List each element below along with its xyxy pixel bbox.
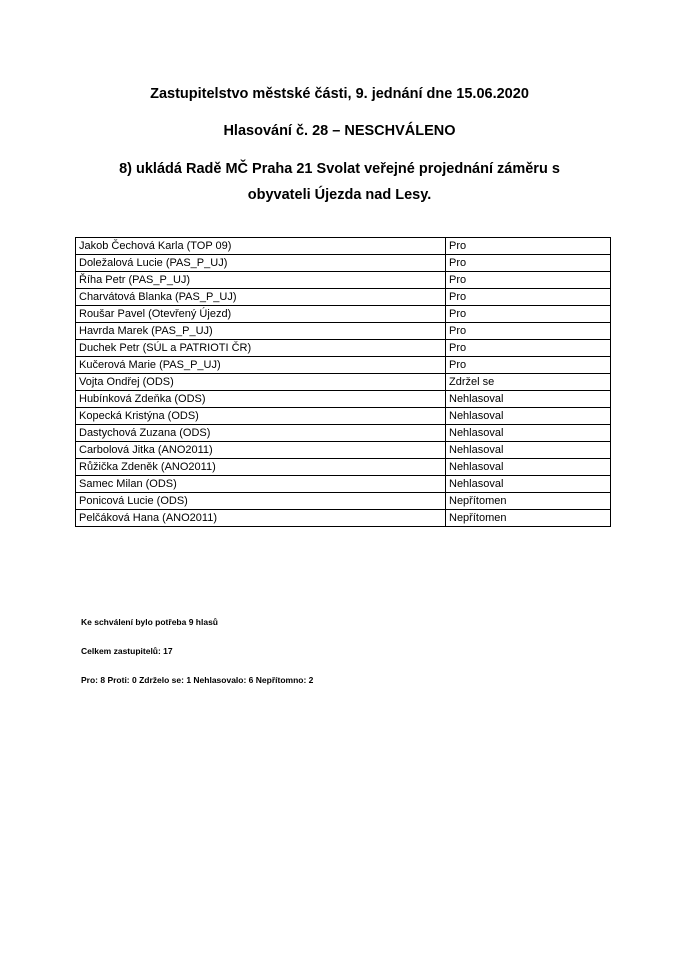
member-vote: Nepřítomen (446, 493, 611, 510)
table-row (76, 340, 611, 357)
council-session-title: Zastupitelstvo městské části, 9. jednání dne 15.06.2020 (150, 86, 529, 102)
member-vote: Pro (446, 306, 611, 323)
table-row (76, 510, 611, 527)
member-vote: Nehlasoval (446, 459, 611, 476)
table-row (76, 476, 611, 493)
member-name: Roušar Pavel (Otevřený Újezd) (76, 306, 446, 323)
table-row (76, 425, 611, 442)
table-row (76, 408, 611, 425)
member-name: Kopecká Kristýna (ODS) (76, 408, 446, 425)
member-vote: Pro (446, 340, 611, 357)
member-name: Jakob Čechová Karla (TOP 09) (76, 238, 446, 255)
member-vote: Nepřítomen (446, 510, 611, 527)
member-name: Samec Milan (ODS) (76, 476, 446, 493)
member-vote: Zdržel se (446, 374, 611, 391)
member-vote: Pro (446, 357, 611, 374)
member-vote: Pro (446, 255, 611, 272)
vote-table-body (76, 238, 611, 527)
table-row (76, 442, 611, 459)
member-vote: Pro (446, 272, 611, 289)
member-vote: Pro (446, 238, 611, 255)
table-row (76, 272, 611, 289)
member-name: Vojta Ondřej (ODS) (76, 374, 446, 391)
member-name: Duchek Petr (SÚL a PATRIOTI ČR) (76, 340, 446, 357)
table-row (76, 459, 611, 476)
table-row (76, 391, 611, 408)
member-name: Ponicová Lucie (ODS) (76, 493, 446, 510)
member-name: Růžička Zdeněk (ANO2011) (76, 459, 446, 476)
table-row (76, 357, 611, 374)
table-row (76, 374, 611, 391)
member-name: Dastychová Zuzana (ODS) (76, 425, 446, 442)
member-vote: Nehlasoval (446, 442, 611, 459)
table-row (76, 255, 611, 272)
resolution-line-1: 8) ukládá Radě MČ Praha 21 Svolat veřejné projednání záměru s (119, 161, 560, 177)
required-votes: Ke schválení bylo potřeba 9 hlasů (81, 617, 218, 627)
table-row (76, 289, 611, 306)
member-name: Hubínková Zdeňka (ODS) (76, 391, 446, 408)
vote-breakdown: Pro: 8 Proti: 0 Zdrželo se: 1 Nehlasovalo: 6 Nepřítomno: 2 (81, 675, 314, 685)
vote-table (75, 237, 611, 527)
member-name: Říha Petr (PAS_P_UJ) (76, 272, 446, 289)
member-name: Charvátová Blanka (PAS_P_UJ) (76, 289, 446, 306)
member-vote: Nehlasoval (446, 408, 611, 425)
member-vote: Nehlasoval (446, 391, 611, 408)
member-vote: Pro (446, 289, 611, 306)
table-row (76, 323, 611, 340)
vote-title: Hlasování č. 28 – NESCHVÁLENO (223, 123, 456, 139)
member-vote: Pro (446, 323, 611, 340)
member-vote: Nehlasoval (446, 425, 611, 442)
table-row (76, 493, 611, 510)
total-members: Celkem zastupitelů: 17 (81, 646, 173, 656)
resolution-line-2: obyvateli Újezda nad Lesy. (247, 187, 432, 203)
member-vote: Nehlasoval (446, 476, 611, 493)
table-row (76, 238, 611, 255)
member-name: Kučerová Marie (PAS_P_UJ) (76, 357, 446, 374)
member-name: Pelčáková Hana (ANO2011) (76, 510, 446, 527)
member-name: Doležalová Lucie (PAS_P_UJ) (76, 255, 446, 272)
member-name: Carbolová Jitka (ANO2011) (76, 442, 446, 459)
member-name: Havrda Marek (PAS_P_UJ) (76, 323, 446, 340)
table-row (76, 306, 611, 323)
